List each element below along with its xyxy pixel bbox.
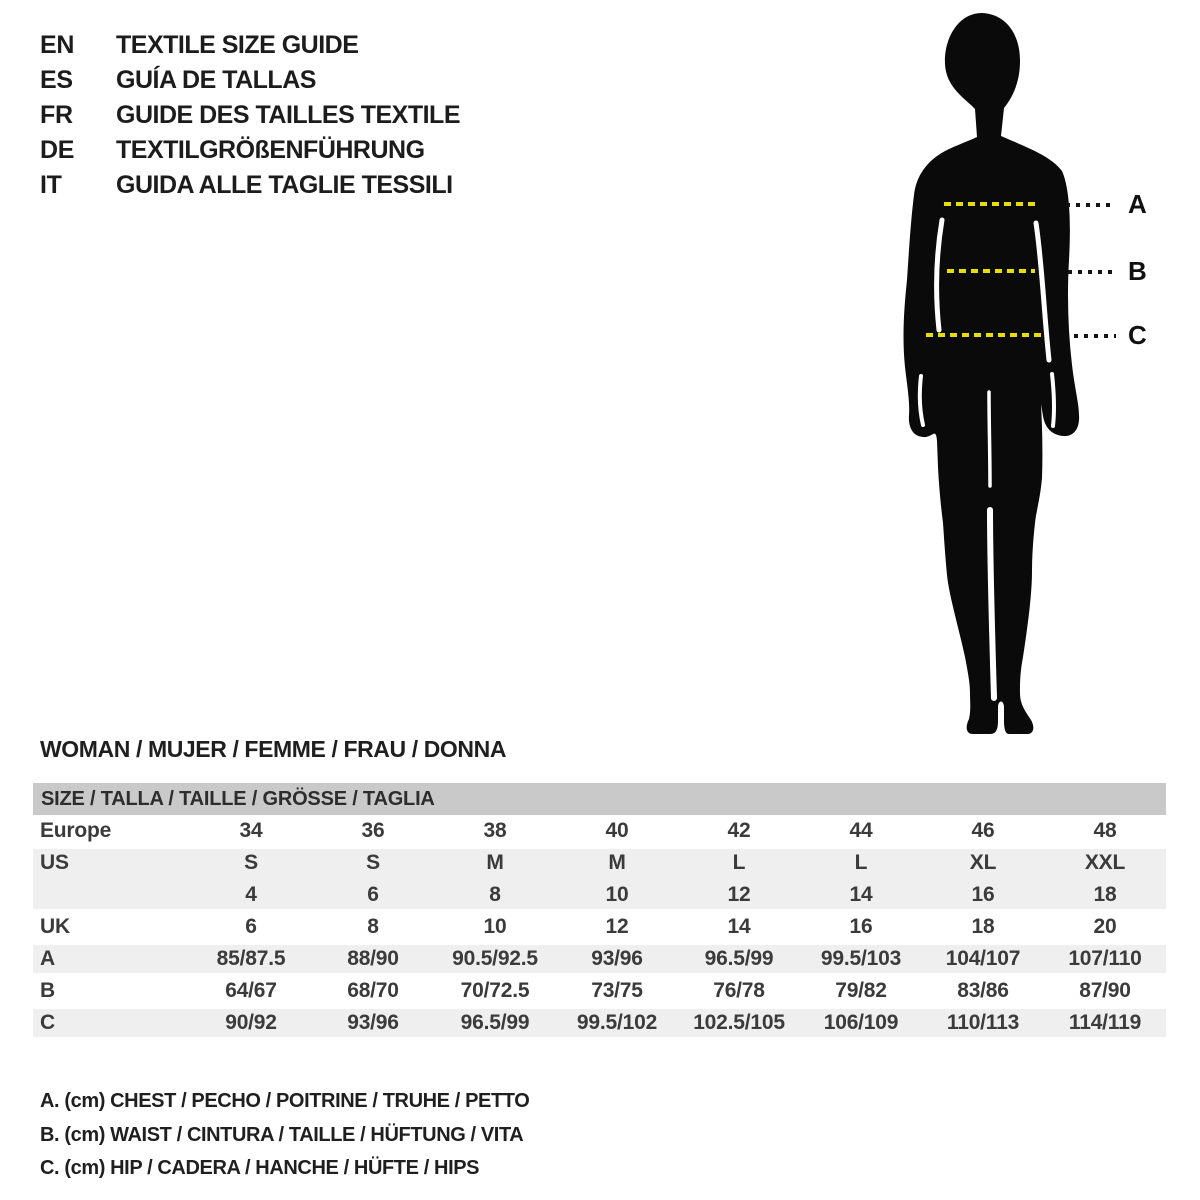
table-cell: 110/113 xyxy=(946,1011,1020,1034)
table-cell: 20 xyxy=(1093,915,1117,938)
legend-line-waist: B. (cm) WAIST / CINTURA / TAILLE / HÜFTUNG / VITA xyxy=(40,1123,524,1146)
language-title-list xyxy=(40,28,460,203)
guide-title-en: TEXTILE SIZE GUIDE xyxy=(116,31,359,59)
language-code: ES xyxy=(40,66,73,94)
table-cell: 99.5/103 xyxy=(820,947,902,970)
chest-measure-dash-line xyxy=(944,202,1040,206)
guide-title-de: TEXTILGRÖßENFÜHRUNG xyxy=(116,136,425,164)
table-row-uk xyxy=(33,911,1166,943)
table-cell: 48 xyxy=(1093,819,1117,842)
language-code: FR xyxy=(40,101,73,129)
marker-label-b: B xyxy=(1128,256,1147,286)
guide-title-it: GUIDA ALLE TAGLIE TESSILI xyxy=(116,171,453,199)
table-cell: 93/96 xyxy=(347,1011,399,1034)
table-cell: 40 xyxy=(605,819,629,842)
table-cell: L xyxy=(732,851,746,874)
table-cell: 6 xyxy=(245,915,257,938)
table-row-c xyxy=(33,1007,1166,1039)
table-cell: L xyxy=(854,851,868,874)
table-cell: 14 xyxy=(849,883,873,906)
table-cell: M xyxy=(486,851,504,874)
table-cell: 114/119 xyxy=(1068,1011,1142,1034)
row-label: C xyxy=(40,1011,55,1034)
marker-label-c: C xyxy=(1128,320,1147,350)
row-label: Europe xyxy=(40,819,112,842)
row-label: B xyxy=(40,979,55,1002)
table-cell: 16 xyxy=(849,915,873,938)
table-cell: 64/67 xyxy=(225,979,277,1002)
legend-line-hip: C. (cm) HIP / CADERA / HANCHE / HÜFTE / HIPS xyxy=(40,1157,480,1180)
table-cell: 16 xyxy=(971,883,995,906)
table-cell: 12 xyxy=(727,883,751,906)
table-cell: 4 xyxy=(245,883,257,906)
table-cell: S xyxy=(366,851,380,874)
size-table-body xyxy=(33,815,1166,1039)
table-cell: 76/78 xyxy=(713,979,765,1002)
table-cell: S xyxy=(244,851,258,874)
measurement-legend xyxy=(40,1085,529,1186)
table-cell: 93/96 xyxy=(591,947,643,970)
table-cell: 90.5/92.5 xyxy=(452,947,538,970)
language-code: DE xyxy=(40,136,75,164)
table-cell: 8 xyxy=(489,883,501,906)
table-cell: 44 xyxy=(849,819,873,842)
waist-measure-dash-line xyxy=(947,269,1035,273)
table-cell: 90/92 xyxy=(225,1011,277,1034)
hip-measure-dash-line xyxy=(926,333,1045,337)
table-cell: 6 xyxy=(367,883,379,906)
table-row-sizes-2 xyxy=(33,879,1166,911)
table-row-a xyxy=(33,943,1166,975)
language-row-de xyxy=(40,133,460,168)
table-cell: 83/86 xyxy=(957,979,1009,1002)
table-row-b xyxy=(33,975,1166,1007)
row-label: UK xyxy=(40,915,70,938)
language-row-it xyxy=(40,168,460,203)
size-table-header: SIZE / TALLA / TAILLE / GRÖSSE / TAGLIA xyxy=(33,783,1166,815)
table-cell: 68/70 xyxy=(347,979,399,1002)
table-cell: 42 xyxy=(727,819,751,842)
table-cell: XXL xyxy=(1084,851,1126,874)
woman-silhouette-figure xyxy=(885,8,1125,748)
table-cell: 10 xyxy=(605,883,629,906)
table-cell: 12 xyxy=(605,915,629,938)
table-cell: 70/72.5 xyxy=(460,979,530,1002)
table-row-us xyxy=(33,847,1166,879)
row-label: A xyxy=(40,947,55,970)
table-cell: 46 xyxy=(971,819,995,842)
legend-line-chest: A. (cm) CHEST / PECHO / POITRINE / TRUHE / PETTO xyxy=(40,1090,530,1113)
waist-leader-dots xyxy=(1068,270,1116,274)
table-cell: 8 xyxy=(367,915,379,938)
table-cell: 107/110 xyxy=(1068,947,1142,970)
table-cell: XL xyxy=(969,851,997,874)
guide-title-es: GUÍA DE TALLAS xyxy=(116,66,316,94)
language-row-es xyxy=(40,63,460,98)
table-cell: 14 xyxy=(727,915,751,938)
table-cell: 18 xyxy=(971,915,995,938)
table-cell: 104/107 xyxy=(945,947,1021,970)
table-cell: 106/109 xyxy=(823,1011,899,1034)
table-cell: 96.5/99 xyxy=(460,1011,530,1034)
woman-silhouette xyxy=(885,8,1125,748)
table-cell: 38 xyxy=(483,819,507,842)
section-title-woman: WOMAN / MUJER / FEMME / FRAU / DONNA xyxy=(40,736,507,762)
language-row-en xyxy=(40,28,460,63)
table-cell: 87/90 xyxy=(1079,979,1131,1002)
language-code: EN xyxy=(40,31,75,59)
chest-leader-dots xyxy=(1066,203,1116,207)
table-cell: 99.5/102 xyxy=(576,1011,658,1034)
row-label: US xyxy=(40,851,69,874)
marker-label-a: A xyxy=(1128,189,1147,219)
table-cell: 34 xyxy=(239,819,263,842)
table-cell: 85/87.5 xyxy=(216,947,286,970)
language-code: IT xyxy=(40,171,62,199)
hip-leader-dots xyxy=(1074,334,1116,338)
table-cell: 88/90 xyxy=(347,947,399,970)
language-row-fr xyxy=(40,98,460,133)
table-cell: 102.5/105 xyxy=(693,1011,785,1034)
table-cell: 18 xyxy=(1093,883,1117,906)
table-cell: 36 xyxy=(361,819,385,842)
table-cell: 79/82 xyxy=(835,979,887,1002)
table-cell: 96.5/99 xyxy=(704,947,774,970)
table-cell: M xyxy=(608,851,626,874)
size-table xyxy=(33,783,1166,1039)
guide-title-fr: GUIDE DES TAILLES TEXTILE xyxy=(116,101,461,129)
table-cell: 73/75 xyxy=(591,979,643,1002)
table-cell: 10 xyxy=(483,915,507,938)
table-row-europe xyxy=(33,815,1166,847)
